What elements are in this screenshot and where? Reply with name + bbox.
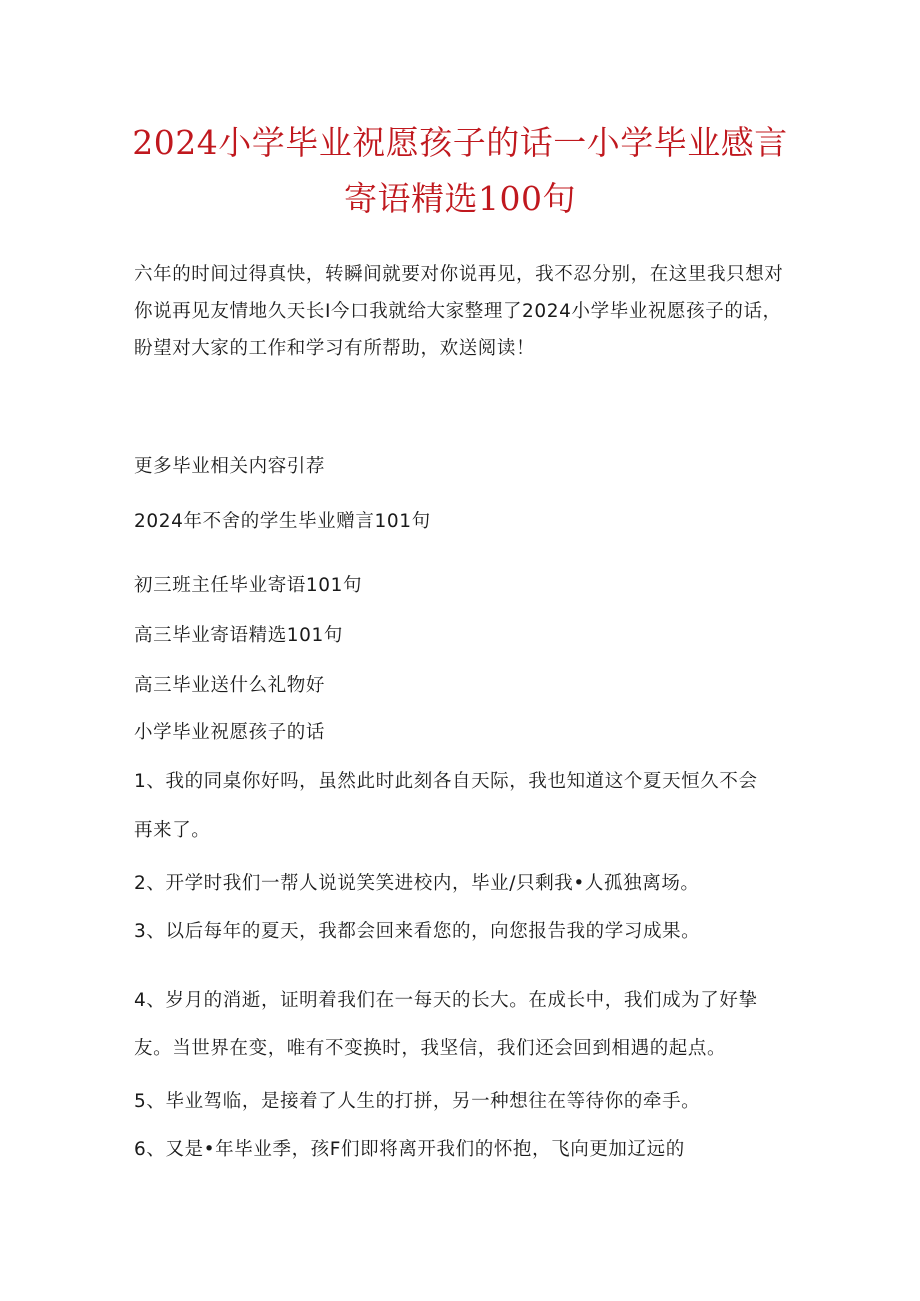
title-line-2: 寄语精选100句 bbox=[344, 179, 576, 218]
list-item: 2、开学时我们一帮人说说笑笑进校内，毕业/只剩我•人孤独离场。 bbox=[134, 873, 700, 894]
list-item: 3、以后每年的夏天，我都会回来看您的，向您报告我的学习成果。 bbox=[134, 921, 701, 942]
document-title bbox=[60, 115, 860, 227]
list-item: 4、岁月的消逝，证明着我们在一每天的长大。在成长中，我们成为了好挚 bbox=[134, 990, 758, 1011]
related-heading: 更多毕业相关内容引荐 bbox=[134, 456, 326, 477]
list-item: 再来了。 bbox=[134, 820, 211, 841]
list-item: 6、又是•年毕业季，孩F们即将离开我们的怀抱，飞向更加辽远的 bbox=[134, 1139, 685, 1160]
list-item: 5、毕业驾临，是接着了人生的打拼，另一种想往在等待你的牵手。 bbox=[134, 1091, 701, 1112]
related-link-2[interactable]: 初三班主任毕业寄语101句 bbox=[134, 575, 363, 596]
list-item: 1、我的同桌你好吗，虽然此时此刻各自天际，我也知道这个夏天恒久不会 bbox=[134, 771, 758, 792]
title-line-1: 2024小学毕业祝愿孩子的话一小学毕业感言 bbox=[132, 123, 788, 162]
related-link-1[interactable]: 2024年不舍的学生毕业赠言101句 bbox=[134, 511, 431, 532]
section-heading: 小学毕业祝愿孩子的话 bbox=[134, 722, 326, 743]
list-item: 友。当世界在变，唯有不变换时，我坚信，我们还会回到相遇的起点。 bbox=[134, 1038, 727, 1059]
related-link-4[interactable]: 高三毕业送什么礼物好 bbox=[134, 675, 326, 696]
related-link-3[interactable]: 高三毕业寄语精选101句 bbox=[134, 625, 344, 646]
intro-paragraph: 六年的时间过得真快，转瞬间就要对你说再见，我不忍分别，在这里我只想对你说再见友情地久天长I今口我就给大家整理了2024小学毕业祝愿孩子的话，盼望对大家的工作和学习有所帮助，欢送阅读！ bbox=[134, 264, 784, 359]
